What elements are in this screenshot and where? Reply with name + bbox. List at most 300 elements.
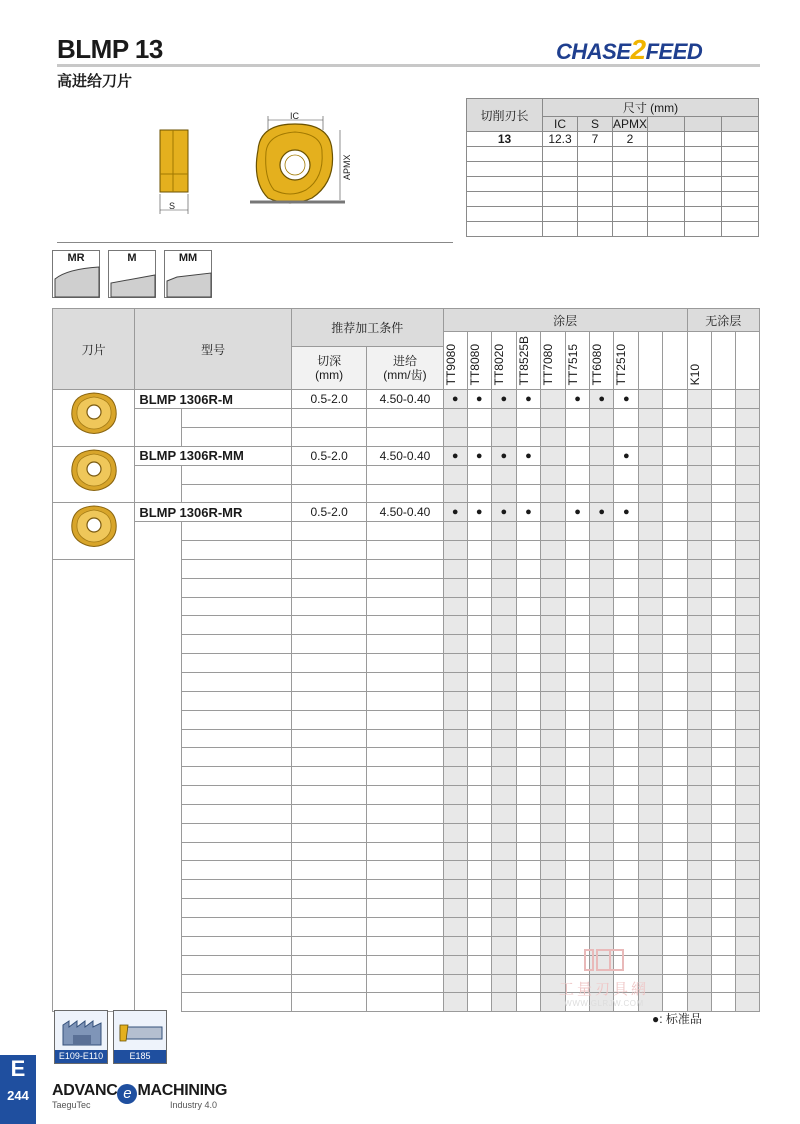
- grade-mark: [663, 465, 687, 484]
- grade-mark: [443, 917, 467, 936]
- feed-value: [367, 597, 443, 616]
- model-left-cell: [135, 936, 181, 955]
- insert-image-empty: [53, 559, 135, 1011]
- grade-mark: [711, 936, 735, 955]
- legend: ●: 标准品: [652, 1012, 702, 1026]
- grade-mark: [566, 541, 590, 560]
- grade-mark: [687, 729, 711, 748]
- depth-value: [291, 428, 366, 447]
- grade-mark: [491, 767, 516, 786]
- brand-two: 2: [630, 34, 646, 65]
- grade-mark: [516, 654, 540, 673]
- model-left-cell: [135, 993, 181, 1012]
- grade-mark: [663, 917, 687, 936]
- grade-mark: [614, 899, 639, 918]
- grade-mark: [467, 823, 491, 842]
- grade-mark: [540, 861, 565, 880]
- grade-mark: [687, 880, 711, 899]
- grade-head-blank: [639, 332, 663, 390]
- grade-mark: [614, 484, 639, 503]
- feed-value: [367, 635, 443, 654]
- grade-mark: [590, 804, 614, 823]
- model-right-cell: [181, 654, 291, 673]
- grade-mark: [491, 484, 516, 503]
- grade-mark: [590, 446, 614, 465]
- depth-value: [291, 993, 366, 1012]
- grade-mark: [540, 729, 565, 748]
- depth-value: [291, 484, 366, 503]
- grade-mark: [566, 654, 590, 673]
- insert-drawing-icon: [140, 110, 370, 230]
- grade-head: [467, 332, 491, 390]
- grade-mark: [687, 767, 711, 786]
- feed-value: [367, 409, 443, 428]
- model-right-cell: [181, 899, 291, 918]
- grade-mark: [540, 541, 565, 560]
- table-row: [53, 409, 760, 428]
- grade-mark: [735, 597, 759, 616]
- grade-mark: ●: [443, 503, 467, 522]
- grade-mark: ●: [491, 503, 516, 522]
- table-row: [53, 635, 760, 654]
- grade-mark: [639, 917, 663, 936]
- grade-mark: [516, 484, 540, 503]
- feed-value: 4.50-0.40: [367, 390, 443, 409]
- size-subhead-s: S: [578, 117, 613, 132]
- grade-mark: [443, 673, 467, 692]
- grade-mark: [540, 899, 565, 918]
- depth-value: [291, 409, 366, 428]
- grade-mark: [735, 804, 759, 823]
- table-row: [53, 522, 760, 541]
- grade-mark: [663, 842, 687, 861]
- grade-mark: [639, 842, 663, 861]
- model-left-cell: [135, 861, 181, 880]
- grade-mark: [711, 465, 735, 484]
- grade-mark: [566, 465, 590, 484]
- grade-mark: [639, 559, 663, 578]
- grade-mark: [590, 409, 614, 428]
- table-row: [53, 446, 760, 465]
- grade-mark: [687, 804, 711, 823]
- grade-mark: [639, 880, 663, 899]
- shape-m-label: M: [127, 252, 137, 264]
- depth-value: [291, 541, 366, 560]
- grade-mark: [516, 635, 540, 654]
- depth-value: [291, 635, 366, 654]
- grade-mark: [491, 673, 516, 692]
- grade-mark: [516, 691, 540, 710]
- table-row: [53, 823, 760, 842]
- grade-mark: [614, 578, 639, 597]
- grade-mark: [467, 842, 491, 861]
- table-row: [53, 842, 760, 861]
- grade-mark: [711, 654, 735, 673]
- grade-mark: ●: [467, 446, 491, 465]
- feed-value: [367, 428, 443, 447]
- feed-value: [367, 974, 443, 993]
- feed-value: 4.50-0.40: [367, 446, 443, 465]
- grade-mark: [663, 710, 687, 729]
- grade-mark: [467, 729, 491, 748]
- grade-mark: [663, 541, 687, 560]
- grade-mark: [566, 691, 590, 710]
- grade-mark: [467, 710, 491, 729]
- grade-mark: [711, 974, 735, 993]
- grade-mark: [516, 578, 540, 597]
- grade-mark: [687, 597, 711, 616]
- head-insert: 刀片: [53, 309, 135, 390]
- grade-mark: [735, 465, 759, 484]
- size-head-dims: 尺寸 (mm): [543, 99, 759, 117]
- grade-mark: [614, 616, 639, 635]
- dim-ic-label: IC: [290, 111, 299, 121]
- feed-value: [367, 710, 443, 729]
- grade-mark: [663, 409, 687, 428]
- grade-mark: [711, 522, 735, 541]
- grade-mark: [735, 767, 759, 786]
- grade-mark: [687, 955, 711, 974]
- grade-mark: [590, 616, 614, 635]
- grade-mark: ●: [491, 446, 516, 465]
- grade-mark: [540, 465, 565, 484]
- grade-mark: [491, 880, 516, 899]
- grade-mark: [663, 616, 687, 635]
- grade-mark: [687, 917, 711, 936]
- grade-mark: [735, 899, 759, 918]
- grade-mark: [443, 804, 467, 823]
- grade-mark: [614, 465, 639, 484]
- grade-head: [443, 332, 467, 390]
- logo-tag-right: Industry 4.0: [169, 1100, 217, 1110]
- grade-mark: [443, 936, 467, 955]
- grade-mark: [735, 786, 759, 805]
- grade-mark: [735, 673, 759, 692]
- grade-mark: [491, 748, 516, 767]
- grade-mark: [614, 767, 639, 786]
- grade-mark: [516, 465, 540, 484]
- grade-mark: [516, 786, 540, 805]
- grade-mark: [735, 616, 759, 635]
- model-right-cell: [181, 917, 291, 936]
- grade-head: [566, 332, 590, 390]
- grade-mark: [687, 861, 711, 880]
- depth-value: [291, 654, 366, 673]
- grade-mark: [590, 880, 614, 899]
- grade-mark: [566, 446, 590, 465]
- model-left-cell: [135, 880, 181, 899]
- model-right-cell: [181, 484, 291, 503]
- grade-mark: [540, 428, 565, 447]
- grade-mark: [614, 842, 639, 861]
- grade-mark: [467, 673, 491, 692]
- table-row: [53, 428, 760, 447]
- grade-mark: [639, 748, 663, 767]
- model-right-cell: [181, 673, 291, 692]
- section-letter: E: [10, 1056, 26, 1081]
- grade-mark: [443, 465, 467, 484]
- grade-mark: ●: [590, 503, 614, 522]
- grade-mark: [491, 691, 516, 710]
- feed-value: [367, 559, 443, 578]
- model-left-cell: [135, 654, 181, 673]
- grade-mark: [663, 804, 687, 823]
- grade-mark: [711, 484, 735, 503]
- grade-mark: [614, 880, 639, 899]
- grade-mark: [590, 597, 614, 616]
- brand-post: FEED: [645, 39, 703, 64]
- depth-value: [291, 767, 366, 786]
- table-row: [53, 917, 760, 936]
- grade-mark: [711, 503, 735, 522]
- grade-mark: [566, 409, 590, 428]
- brand-pre: CHASE: [556, 39, 631, 64]
- grade-mark: [443, 578, 467, 597]
- grade-mark: [663, 880, 687, 899]
- grade-mark: [516, 748, 540, 767]
- grade-mark: [687, 503, 711, 522]
- head-coated: 涂层: [443, 309, 687, 332]
- grade-mark: [639, 673, 663, 692]
- depth-value: 0.5-2.0: [291, 390, 366, 409]
- grade-mark: [467, 691, 491, 710]
- grade-mark: [711, 409, 735, 428]
- table-row: [53, 861, 760, 880]
- grade-mark: [516, 823, 540, 842]
- grade-mark: [467, 974, 491, 993]
- shape-mm: [164, 250, 212, 298]
- grade-mark: [566, 597, 590, 616]
- feed-value: [367, 842, 443, 861]
- grade-mark: [614, 748, 639, 767]
- grade-mark: [590, 635, 614, 654]
- grade-mark: [590, 786, 614, 805]
- grade-mark: ●: [516, 390, 540, 409]
- grade-mark: [443, 616, 467, 635]
- grade-mark: [663, 578, 687, 597]
- grade-mark: [590, 748, 614, 767]
- grade-head: [516, 332, 540, 390]
- grade-mark: [590, 522, 614, 541]
- ref-cutter-body[interactable]: [54, 1010, 108, 1064]
- depth-value: [291, 786, 366, 805]
- model-right-cell: [181, 541, 291, 560]
- model-right-cell: [181, 880, 291, 899]
- grade-mark: [687, 974, 711, 993]
- grade-label: TT7080: [540, 344, 555, 386]
- grade-mark: [491, 578, 516, 597]
- feed-value: [367, 899, 443, 918]
- table-row: [53, 880, 760, 899]
- grade-mark: ●: [491, 390, 516, 409]
- grade-mark: [491, 710, 516, 729]
- depth-value: [291, 522, 366, 541]
- grade-mark: [663, 635, 687, 654]
- grade-mark: [711, 691, 735, 710]
- feed-value: [367, 955, 443, 974]
- grade-mark: [467, 861, 491, 880]
- grade-mark: [540, 616, 565, 635]
- grade-mark: [540, 522, 565, 541]
- grade-mark: [639, 484, 663, 503]
- grade-mark: [711, 673, 735, 692]
- grade-mark: ●: [590, 390, 614, 409]
- grade-mark: [443, 522, 467, 541]
- grade-mark: [590, 673, 614, 692]
- ref-shank[interactable]: [113, 1010, 167, 1064]
- depth-value: [291, 578, 366, 597]
- grade-mark: [467, 578, 491, 597]
- grade-mark: [491, 786, 516, 805]
- grade-mark: [687, 446, 711, 465]
- grade-mark: [566, 729, 590, 748]
- model-name: BLMP 1306R-MR: [135, 503, 292, 522]
- insert-photo-icon: [68, 447, 120, 493]
- grade-mark: ●: [443, 446, 467, 465]
- dim-apmx-label: APMX: [342, 154, 352, 180]
- grade-mark: [687, 654, 711, 673]
- grade-mark: [540, 578, 565, 597]
- grade-mark: [711, 616, 735, 635]
- grade-mark: [639, 578, 663, 597]
- grade-mark: ●: [614, 503, 639, 522]
- depth-value: [291, 917, 366, 936]
- grade-mark: [711, 955, 735, 974]
- table-row: [53, 899, 760, 918]
- grade-mark: [711, 993, 735, 1012]
- grade-mark: [735, 409, 759, 428]
- grade-mark: [663, 691, 687, 710]
- model-left-cell: [135, 955, 181, 974]
- size-subhead-blank: [685, 117, 722, 132]
- grade-mark: [467, 955, 491, 974]
- model-right-cell: [181, 842, 291, 861]
- depth-value: [291, 616, 366, 635]
- depth-value: [291, 880, 366, 899]
- grade-mark: [516, 767, 540, 786]
- grade-mark: [614, 597, 639, 616]
- grade-mark: [566, 804, 590, 823]
- grade-head: [590, 332, 614, 390]
- model-right-cell: [181, 767, 291, 786]
- table-row: [53, 616, 760, 635]
- feed-value: [367, 578, 443, 597]
- grade-mark: [467, 804, 491, 823]
- size-subhead-blank: [648, 117, 685, 132]
- grade-mark: ●: [566, 390, 590, 409]
- head-uncoated: 无涂层: [687, 309, 759, 332]
- logo-left: ADVANC: [52, 1082, 118, 1099]
- grade-mark: [735, 955, 759, 974]
- depth-value: [291, 823, 366, 842]
- grade-mark: [735, 390, 759, 409]
- grade-mark: ●: [614, 446, 639, 465]
- model-left-cell: [135, 522, 181, 541]
- grade-mark: [735, 635, 759, 654]
- grade-label: TT7515: [566, 344, 581, 386]
- grade-mark: [443, 428, 467, 447]
- model-left-cell: [135, 899, 181, 918]
- grade-mark: [516, 974, 540, 993]
- ref-label-2: E185: [114, 1050, 166, 1063]
- grade-mark: ●: [614, 390, 639, 409]
- grade-mark: [443, 861, 467, 880]
- model-left-cell: [135, 428, 181, 447]
- model-right-cell: [181, 804, 291, 823]
- grade-mark: [663, 559, 687, 578]
- grade-mark: [566, 917, 590, 936]
- grade-mark: [590, 691, 614, 710]
- grade-label: TT2510: [614, 344, 629, 386]
- grade-mark: [687, 993, 711, 1012]
- grade-mark: [540, 390, 565, 409]
- grade-mark: [590, 428, 614, 447]
- model-right-cell: [181, 729, 291, 748]
- grade-mark: [516, 880, 540, 899]
- grade-mark: [735, 917, 759, 936]
- page-number: 244: [7, 1088, 29, 1103]
- grade-mark: [614, 559, 639, 578]
- grade-mark: [639, 541, 663, 560]
- grade-mark: [540, 503, 565, 522]
- model-right-cell: [181, 861, 291, 880]
- size-subhead-apmx: APMX: [613, 117, 648, 131]
- grade-mark: [687, 578, 711, 597]
- insert-image: [53, 446, 135, 503]
- grade-table: [52, 308, 760, 1012]
- grade-mark: [735, 823, 759, 842]
- grade-mark: [663, 428, 687, 447]
- grade-mark: [491, 559, 516, 578]
- depth-value: 0.5-2.0: [291, 446, 366, 465]
- grade-mark: [687, 748, 711, 767]
- grade-mark: [491, 899, 516, 918]
- grade-mark: [663, 522, 687, 541]
- depth-value: [291, 748, 366, 767]
- grade-mark: [443, 767, 467, 786]
- grade-mark: [491, 635, 516, 654]
- watermark-logo-icon: [538, 948, 670, 978]
- table-row: [53, 710, 760, 729]
- grade-mark: [735, 993, 759, 1012]
- grade-mark: [467, 616, 491, 635]
- model-right-cell: [181, 748, 291, 767]
- size-head-edge: 切削刃长: [467, 99, 543, 132]
- grade-mark: [663, 390, 687, 409]
- grade-mark: [467, 993, 491, 1012]
- model-left-cell: [135, 767, 181, 786]
- grade-mark: [590, 861, 614, 880]
- grade-mark: [711, 899, 735, 918]
- model-left-cell: [135, 842, 181, 861]
- grade-mark: [566, 484, 590, 503]
- depth-value: [291, 559, 366, 578]
- depth-value: [291, 861, 366, 880]
- grade-mark: [590, 578, 614, 597]
- model-left-cell: [135, 409, 181, 428]
- grade-mark: [639, 503, 663, 522]
- table-row: [53, 390, 760, 409]
- grade-mark: [663, 861, 687, 880]
- model-right-cell: [181, 974, 291, 993]
- grade-mark: [639, 390, 663, 409]
- grade-mark: [467, 917, 491, 936]
- grade-mark: ●: [467, 503, 491, 522]
- grade-mark: [516, 936, 540, 955]
- insert-photo-icon: [68, 390, 120, 436]
- grade-mark: [443, 842, 467, 861]
- grade-mark: [443, 597, 467, 616]
